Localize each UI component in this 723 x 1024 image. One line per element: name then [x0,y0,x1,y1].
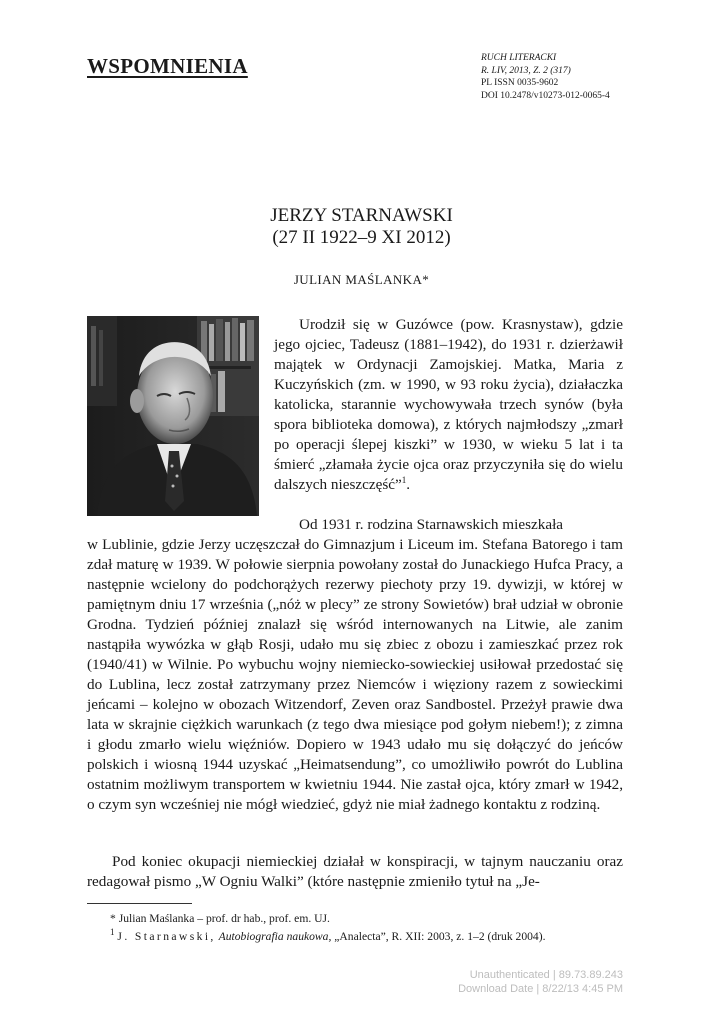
journal-name: RUCH LITERACKI [481,53,557,63]
article-title: JERZY STARNAWSKI [270,205,453,226]
download-watermark [300,968,623,996]
journal-volume: R. LIV, 2013, Z. 2 (317) [481,65,571,76]
journal-info [481,52,610,102]
paragraph-1-end: . [406,476,411,493]
journal-doi: DOI 10.2478/v10273-012-0065-4 [481,90,610,101]
footnote-star: * Julian Maślanka – prof. dr hab., prof. em. UJ. [110,912,330,925]
journal-issn: PL ISSN 0035-9602 [481,78,559,88]
article-dates: (27 II 1922–9 XI 2012) [272,227,451,248]
footnote-1-title: Autobiografia naukowa, [218,930,332,943]
body-paragraph-1 [274,315,623,495]
paragraph-2-text: w Lublinie, gdzie Jerzy uczęszczał do Gimnazjum i Liceum im. Stefana Batorego i tam zdał maturę w 1939. W połowie sierpnia powołany został do Junackiego Hufca Pracy, a następnie wcielony do podchorążych rezerwy piechoty przy 19. dywizji, w której w pamiętnym dniu 17 września („nóż w plecy” ze strony Sowietów) brał udział w obronie Grodna. Tydzień później znalazł się wśród internowanych na Litwie, ale zanim nastąpiła wywózka w głąb Rosji, udało mu się zbiec z obozu i zamieszkać przez rok (1940/41) w Wilnie. Po wybuchu wojny niemiecko-sowieckiej usiłował przedostać się do Lublina, lecz został zatrzymany przez Niemców i więziony razem z sowieckimi jeńcami – kolejno w obozach Witzendorf, Zeven oraz Sandbostel. Przeżył prawie dwa lata w skrajnie ciężkich warunkach (z tego dwa miesiące pod gołym niebem!); z zimna i głodu zmarło wielu więźniów. Dopiero w 1943 udało mu się dołączyć do jeńców polskich i wiosną 1944 uzyskać „Heimatsendung”, co umożliwiło powrót do Lublina ostatnim możliwym transportem w kwietniu 1944. Nie zastał ojca, który zmarł w 1942, o czym syn wcześniej nie mógł wiedzieć, gdyż nie miał żadnego kontaktu z rodziną. [87,536,623,813]
article-title-block [0,205,723,249]
footnote-1-rest: „Analecta”, R. XII: 2003, z. 1–2 (druk 2004). [334,930,546,943]
portrait-photo-icon [87,316,259,516]
watermark-line-1: Unauthenticated | 89.73.89.243 [469,969,623,981]
paragraph-2-first-line: Od 1931 r. rodzina Starnawskich mieszkała [299,516,564,533]
watermark-line-2: Download Date | 8/22/13 4:45 PM [458,983,623,995]
paragraph-1-text: Urodził się w Guzówce (pow. Krasnystaw), gdzie jego ojciec, Tadeusz (1881–1942), do 1931 r. dzierżawił majątek w Ordynacji Zamojskiej. Matka, Maria z Kuczyńskich (zm. w 1990, w 93 roku życia), działaczka katolicka, starannie wychowywała trzech synów (była spora biblioteka domowa), z których najmłodszy „zmarł po operacji ślepej kiszki” w 1930, w wieku 5 lat i ta śmierć „złamała życie ojca oraz przyczyniła się do wielu dalszych nieszczęść” [274,316,623,493]
article-author: JULIAN MAŚLANKA* [293,272,430,287]
footnote-ref-1: 1 [401,474,407,485]
body-paragraph-2 [87,515,623,815]
portrait-photo [87,316,259,516]
body-paragraph-3: Pod koniec okupacji niemieckiej działał w konspiracji, w tajnym nauczaniu oraz redagował pismo „W Ogniu Walki” (które następnie zmieniło tytuł na „Je- [87,853,623,890]
footnote-divider [87,903,192,904]
footnote-1-mark: 1 [110,927,115,938]
footnote-1 [110,927,623,944]
section-title: WSPOMNIENIA [87,54,248,78]
footnote-1-author: J. Starnawski, [117,930,216,943]
